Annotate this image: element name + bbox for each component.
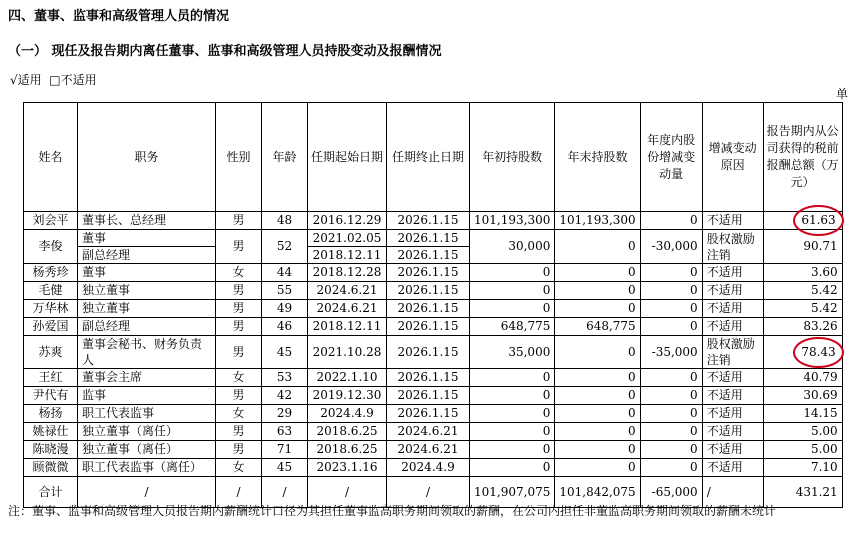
change-cell: 0: [640, 264, 702, 282]
end-shares-cell: 0: [555, 282, 640, 300]
title-cell: 副总经理: [78, 247, 216, 264]
end-shares-cell: 0: [555, 230, 640, 264]
header-cell: 姓名: [24, 103, 78, 212]
end-shares-cell: 0: [555, 336, 640, 369]
end-shares-cell: 101,842,075: [555, 477, 640, 508]
start-cell: 2018.6.25: [308, 423, 387, 441]
highlight-circle: 78.43: [793, 337, 843, 368]
age-cell: 63: [262, 423, 308, 441]
header-cell: 年龄: [262, 103, 308, 212]
pay-cell: 90.71: [763, 230, 842, 264]
gender-cell: 男: [216, 230, 262, 264]
title-cell: 独立董事（离任）: [78, 423, 216, 441]
age-cell: /: [262, 477, 308, 508]
change-cell: -65,000: [640, 477, 702, 508]
gender-cell: 女: [216, 405, 262, 423]
gender-cell: 男: [216, 318, 262, 336]
end-cell: 2026.1.15: [387, 405, 470, 423]
end-cell: 2024.6.21: [387, 441, 470, 459]
unit-label: 单: [836, 87, 849, 101]
begin-shares-cell: 101,907,075: [470, 477, 555, 508]
name-cell: 孙爱国: [24, 318, 78, 336]
reason-cell: 不适用: [702, 387, 763, 405]
age-cell: 42: [262, 387, 308, 405]
title-cell: 董事会秘书、财务负责人: [78, 336, 216, 369]
begin-shares-cell: 0: [470, 300, 555, 318]
name-cell: 杨扬: [24, 405, 78, 423]
age-cell: 44: [262, 264, 308, 282]
change-cell: -35,000: [640, 336, 702, 369]
begin-shares-cell: 0: [470, 369, 555, 387]
age-cell: 52: [262, 230, 308, 264]
table-row: [24, 423, 843, 441]
end-cell: 2024.4.9: [387, 459, 470, 477]
age-cell: 46: [262, 318, 308, 336]
reason-cell: 股权激励注销: [702, 336, 763, 369]
age-cell: 48: [262, 212, 308, 230]
reason-cell: 股权激励注销: [702, 230, 763, 264]
header-cell: 年末持股数: [555, 103, 640, 212]
change-cell: 0: [640, 405, 702, 423]
header-cell: 任期终止日期: [387, 103, 470, 212]
name-cell: 杨秀珍: [24, 264, 78, 282]
section-heading: 四、董事、监事和高级管理人员的情况: [8, 9, 230, 24]
title-cell: 副总经理: [78, 318, 216, 336]
end-shares-cell: 0: [555, 300, 640, 318]
end-cell: 2026.1.15: [387, 212, 470, 230]
end-shares-cell: 648,775: [555, 318, 640, 336]
end-shares-cell: 101,193,300: [555, 212, 640, 230]
table-header-row: [24, 103, 843, 212]
table-row: [24, 230, 843, 247]
age-cell: 53: [262, 369, 308, 387]
pay-cell: 5.42: [763, 300, 842, 318]
name-cell: 毛健: [24, 282, 78, 300]
end-cell: 2026.1.15: [387, 247, 470, 264]
begin-shares-cell: 101,193,300: [470, 212, 555, 230]
start-cell: 2021.10.28: [308, 336, 387, 369]
start-cell: 2024.6.21: [308, 300, 387, 318]
begin-shares-cell: 0: [470, 459, 555, 477]
header-cell: 任期起始日期: [308, 103, 387, 212]
end-cell: 2024.6.21: [387, 423, 470, 441]
reason-cell: 不适用: [702, 264, 763, 282]
end-cell: 2026.1.15: [387, 230, 470, 247]
title-cell: 董事长、总经理: [78, 212, 216, 230]
title-cell: 独立董事: [78, 300, 216, 318]
table-row: [24, 282, 843, 300]
end-cell: 2026.1.15: [387, 387, 470, 405]
not-applicable-checkbox[interactable]: □不适用: [49, 73, 97, 87]
reason-cell: 不适用: [702, 212, 763, 230]
header-cell: 增减变动原因: [702, 103, 763, 212]
start-cell: 2024.4.9: [308, 405, 387, 423]
table-row: [24, 387, 843, 405]
reason-cell: 不适用: [702, 405, 763, 423]
gender-cell: 女: [216, 369, 262, 387]
change-cell: 0: [640, 369, 702, 387]
title-cell: 独立董事: [78, 282, 216, 300]
title-cell: /: [78, 477, 216, 508]
reason-cell: 不适用: [702, 369, 763, 387]
table-row: [24, 369, 843, 387]
gender-cell: /: [216, 477, 262, 508]
start-cell: 2019.12.30: [308, 387, 387, 405]
begin-shares-cell: 30,000: [470, 230, 555, 264]
age-cell: 29: [262, 405, 308, 423]
holdings-table: [23, 102, 843, 508]
name-cell: 陈晓漫: [24, 441, 78, 459]
begin-shares-cell: 0: [470, 387, 555, 405]
applicability-row: [10, 71, 97, 88]
end-cell: /: [387, 477, 470, 508]
start-cell: 2016.12.29: [308, 212, 387, 230]
begin-shares-cell: 0: [470, 423, 555, 441]
age-cell: 71: [262, 441, 308, 459]
title-cell: 董事: [78, 264, 216, 282]
change-cell: -30,000: [640, 230, 702, 264]
change-cell: 0: [640, 441, 702, 459]
start-cell: 2018.12.11: [308, 247, 387, 264]
title-cell: 监事: [78, 387, 216, 405]
change-cell: 0: [640, 423, 702, 441]
end-cell: 2026.1.15: [387, 318, 470, 336]
name-cell: 尹代有: [24, 387, 78, 405]
change-cell: 0: [640, 459, 702, 477]
end-shares-cell: 0: [555, 441, 640, 459]
begin-shares-cell: 0: [470, 441, 555, 459]
begin-shares-cell: 0: [470, 264, 555, 282]
pay-cell: 83.26: [763, 318, 842, 336]
reason-cell: 不适用: [702, 300, 763, 318]
header-cell: 年初持股数: [470, 103, 555, 212]
pay-cell: 431.21: [763, 477, 842, 508]
table-row: [24, 300, 843, 318]
name-cell: 王红: [24, 369, 78, 387]
end-shares-cell: 0: [555, 369, 640, 387]
table-row: [24, 336, 843, 369]
title-cell: 职工代表监事（离任）: [78, 459, 216, 477]
gender-cell: 男: [216, 212, 262, 230]
table-row: [24, 405, 843, 423]
pay-cell: [763, 212, 842, 230]
end-cell: 2026.1.15: [387, 264, 470, 282]
table-row: [24, 318, 843, 336]
name-cell: 万华林: [24, 300, 78, 318]
begin-shares-cell: 0: [470, 282, 555, 300]
age-cell: 49: [262, 300, 308, 318]
gender-cell: 男: [216, 282, 262, 300]
header-cell: 报告期内从公司获得的税前报酬总额（万元）: [763, 103, 842, 212]
reason-cell: 不适用: [702, 459, 763, 477]
header-cell: 性别: [216, 103, 262, 212]
header-cell: 年度内股份增减变动量: [640, 103, 702, 212]
applicable-checkbox[interactable]: √适用: [10, 73, 42, 87]
end-shares-cell: 0: [555, 264, 640, 282]
start-cell: 2022.1.10: [308, 369, 387, 387]
gender-cell: 女: [216, 459, 262, 477]
title-cell: 独立董事（离任）: [78, 441, 216, 459]
header-cell: 职务: [78, 103, 216, 212]
end-cell: 2026.1.15: [387, 369, 470, 387]
end-cell: 2026.1.15: [387, 300, 470, 318]
reason-cell: 不适用: [702, 318, 763, 336]
name-cell: 顾微微: [24, 459, 78, 477]
pay-cell: 5.42: [763, 282, 842, 300]
table-row: [24, 212, 843, 230]
age-cell: 55: [262, 282, 308, 300]
name-cell: 李俊: [24, 230, 78, 264]
end-shares-cell: 0: [555, 459, 640, 477]
subsection-heading: （一） 现任及报告期内离任董事、监事和高级管理人员持股变动及报酬情况: [8, 44, 442, 59]
age-cell: 45: [262, 336, 308, 369]
reason-cell: 不适用: [702, 423, 763, 441]
reason-cell: /: [702, 477, 763, 508]
highlight-circle: 61.63: [793, 205, 843, 236]
pay-cell: 3.60: [763, 264, 842, 282]
age-cell: 45: [262, 459, 308, 477]
start-cell: /: [308, 477, 387, 508]
gender-cell: 女: [216, 264, 262, 282]
pay-cell: 5.00: [763, 441, 842, 459]
change-cell: 0: [640, 212, 702, 230]
start-cell: 2018.6.25: [308, 441, 387, 459]
change-cell: 0: [640, 282, 702, 300]
pay-cell: 40.79: [763, 369, 842, 387]
gender-cell: 男: [216, 423, 262, 441]
name-cell: 刘会平: [24, 212, 78, 230]
name-cell: 苏爽: [24, 336, 78, 369]
pay-cell: 30.69: [763, 387, 842, 405]
end-shares-cell: 0: [555, 405, 640, 423]
table-row: [24, 459, 843, 477]
gender-cell: 男: [216, 300, 262, 318]
footnote: 注：董事、监事和高级管理人员报告期内薪酬统计口径为其担任董事监高职务期间领取的薪酬，在公司内担任非董监高职务期间领取的薪酬未统计: [8, 504, 777, 518]
start-cell: 2018.12.28: [308, 264, 387, 282]
end-shares-cell: 0: [555, 387, 640, 405]
end-shares-cell: 0: [555, 423, 640, 441]
title-cell: 董事会主席: [78, 369, 216, 387]
end-cell: 2026.1.15: [387, 336, 470, 369]
table-row: [24, 264, 843, 282]
pay-cell: 14.15: [763, 405, 842, 423]
pay-cell: [763, 336, 842, 369]
begin-shares-cell: 35,000: [470, 336, 555, 369]
gender-cell: 男: [216, 336, 262, 369]
begin-shares-cell: 0: [470, 405, 555, 423]
begin-shares-cell: 648,775: [470, 318, 555, 336]
change-cell: 0: [640, 387, 702, 405]
end-cell: 2026.1.15: [387, 282, 470, 300]
name-cell: 合计: [24, 477, 78, 508]
name-cell: 姚禄仕: [24, 423, 78, 441]
start-cell: 2023.1.16: [308, 459, 387, 477]
start-cell: 2021.02.05: [308, 230, 387, 247]
table-row: [24, 441, 843, 459]
change-cell: 0: [640, 300, 702, 318]
start-cell: 2024.6.21: [308, 282, 387, 300]
gender-cell: 男: [216, 441, 262, 459]
gender-cell: 男: [216, 387, 262, 405]
start-cell: 2018.12.11: [308, 318, 387, 336]
title-cell: 职工代表监事: [78, 405, 216, 423]
reason-cell: 不适用: [702, 441, 763, 459]
title-cell: 董事: [78, 230, 216, 247]
change-cell: 0: [640, 318, 702, 336]
pay-cell: 5.00: [763, 423, 842, 441]
reason-cell: 不适用: [702, 282, 763, 300]
pay-cell: 7.10: [763, 459, 842, 477]
